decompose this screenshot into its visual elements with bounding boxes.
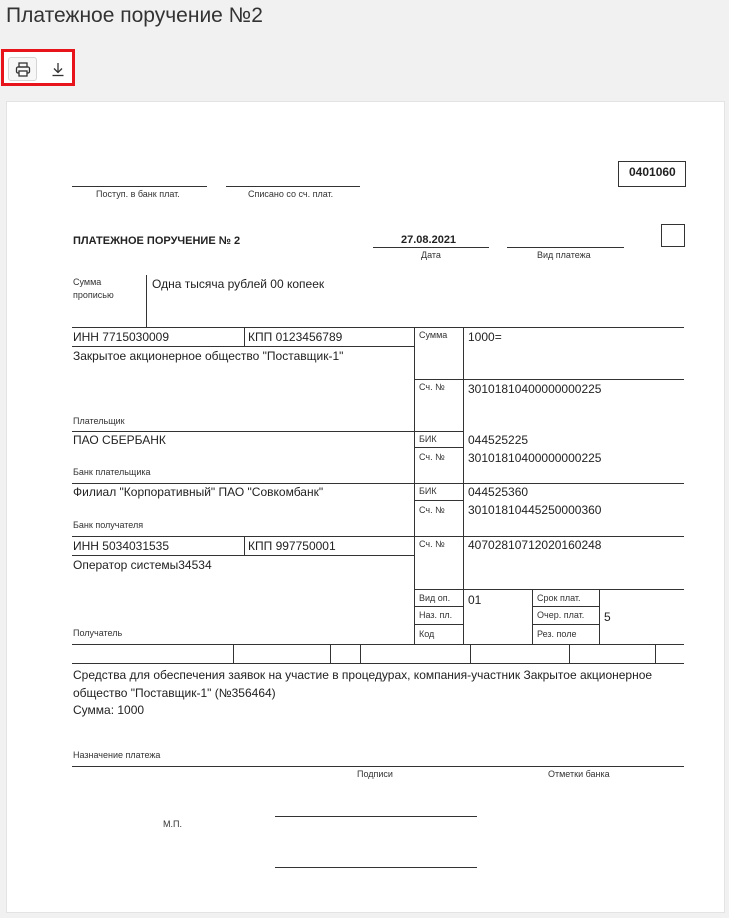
payment-type-label: Вид платежа — [537, 250, 591, 260]
payer-bank-account-label: Сч. № — [419, 452, 445, 462]
due-label: Срок плат. — [537, 593, 581, 603]
date-label: Дата — [421, 250, 441, 260]
payment-order-sheet — [6, 101, 725, 913]
op-type-label: Вид оп. — [419, 593, 451, 603]
reserve-label: Рез. поле — [537, 629, 577, 639]
debited-line — [226, 186, 360, 187]
print-button[interactable] — [8, 57, 37, 81]
recipient-account-label: Сч. № — [419, 539, 445, 549]
doc-title: ПЛАТЕЖНОЕ ПОРУЧЕНИЕ № 2 — [73, 235, 241, 247]
payer-bank-account: 30101810400000000225 — [468, 451, 602, 465]
priority: 5 — [604, 610, 611, 624]
page-title: Платежное поручение №2 — [6, 4, 263, 27]
toolbar — [1, 49, 75, 86]
recipient-bank-account: 30101810445250000360 — [468, 503, 602, 517]
amount-words-label-2: прописью — [73, 290, 114, 300]
code-label: Код — [419, 629, 435, 639]
purpose-sum: Сумма: 1000 — [73, 703, 145, 717]
received-label: Поступ. в банк плат. — [96, 189, 180, 199]
amount-words: Одна тысяча рублей 00 копеек — [152, 277, 325, 291]
payer-bank-label: Банк плательщика — [73, 467, 151, 477]
recipient-bank-name: Филиал "Корпоративный" ПАО "Совкомбанк" — [73, 485, 324, 499]
payer-name: Закрытое акционерное общество "Поставщик-1" — [73, 349, 344, 363]
recipient-kpp: КПП 997750001 — [248, 539, 336, 553]
sum-label: Сумма — [419, 330, 448, 340]
payer-account-label: Сч. № — [419, 382, 445, 392]
recipient-bank-label: Банк получателя — [73, 520, 144, 530]
recipient-account: 40702810712020160248 — [468, 538, 602, 552]
recipient-inn: ИНН 5034031535 — [73, 539, 170, 553]
signature-line-1 — [275, 816, 477, 817]
date-line — [373, 247, 489, 248]
payer-account: 30101810400000000225 — [468, 382, 602, 396]
download-icon — [51, 62, 65, 77]
recipient-bik-label: БИК — [419, 486, 437, 496]
download-button[interactable] — [43, 57, 72, 81]
priority-label: Очер. плат. — [537, 610, 585, 620]
bank-marks-label: Отметки банка — [548, 769, 610, 779]
amount-words-label: Сумма — [73, 277, 102, 287]
signatures-label: Подписи — [357, 769, 393, 779]
status-box — [661, 224, 685, 247]
form-code: 0401060 — [629, 165, 676, 179]
purpose-code-label: Наз. пл. — [419, 610, 453, 620]
stamp-label: М.П. — [163, 819, 182, 829]
payer-inn: ИНН 7715030009 — [73, 330, 170, 344]
recipient-bik: 044525360 — [468, 485, 529, 499]
received-line — [72, 186, 207, 187]
form-code-box — [618, 161, 686, 187]
op-type: 01 — [468, 593, 482, 607]
purpose-text: Средства для обеспечения заявок на участие в процедурах, компания-участник Закрытое акционерное общество "Поставщик-1" (№356464) — [73, 668, 653, 700]
recipient-name: Оператор системы34534 — [73, 558, 212, 572]
payer-bank-name: ПАО СБЕРБАНК — [73, 433, 166, 447]
payer-kpp: КПП 0123456789 — [248, 330, 343, 344]
printer-icon — [15, 62, 31, 77]
payer-bik: 044525225 — [468, 433, 529, 447]
payment-type-line — [507, 247, 624, 248]
signature-line-2 — [275, 867, 477, 868]
recipient-label: Получатель — [73, 628, 123, 638]
sum-value: 1000= — [468, 330, 502, 344]
payer-label: Плательщик — [73, 416, 125, 426]
debited-label: Списано со сч. плат. — [248, 189, 334, 199]
doc-date: 27.08.2021 — [401, 234, 457, 246]
recipient-bank-account-label: Сч. № — [419, 505, 445, 515]
purpose-label: Назначение платежа — [73, 750, 161, 760]
payer-bik-label: БИК — [419, 434, 437, 444]
